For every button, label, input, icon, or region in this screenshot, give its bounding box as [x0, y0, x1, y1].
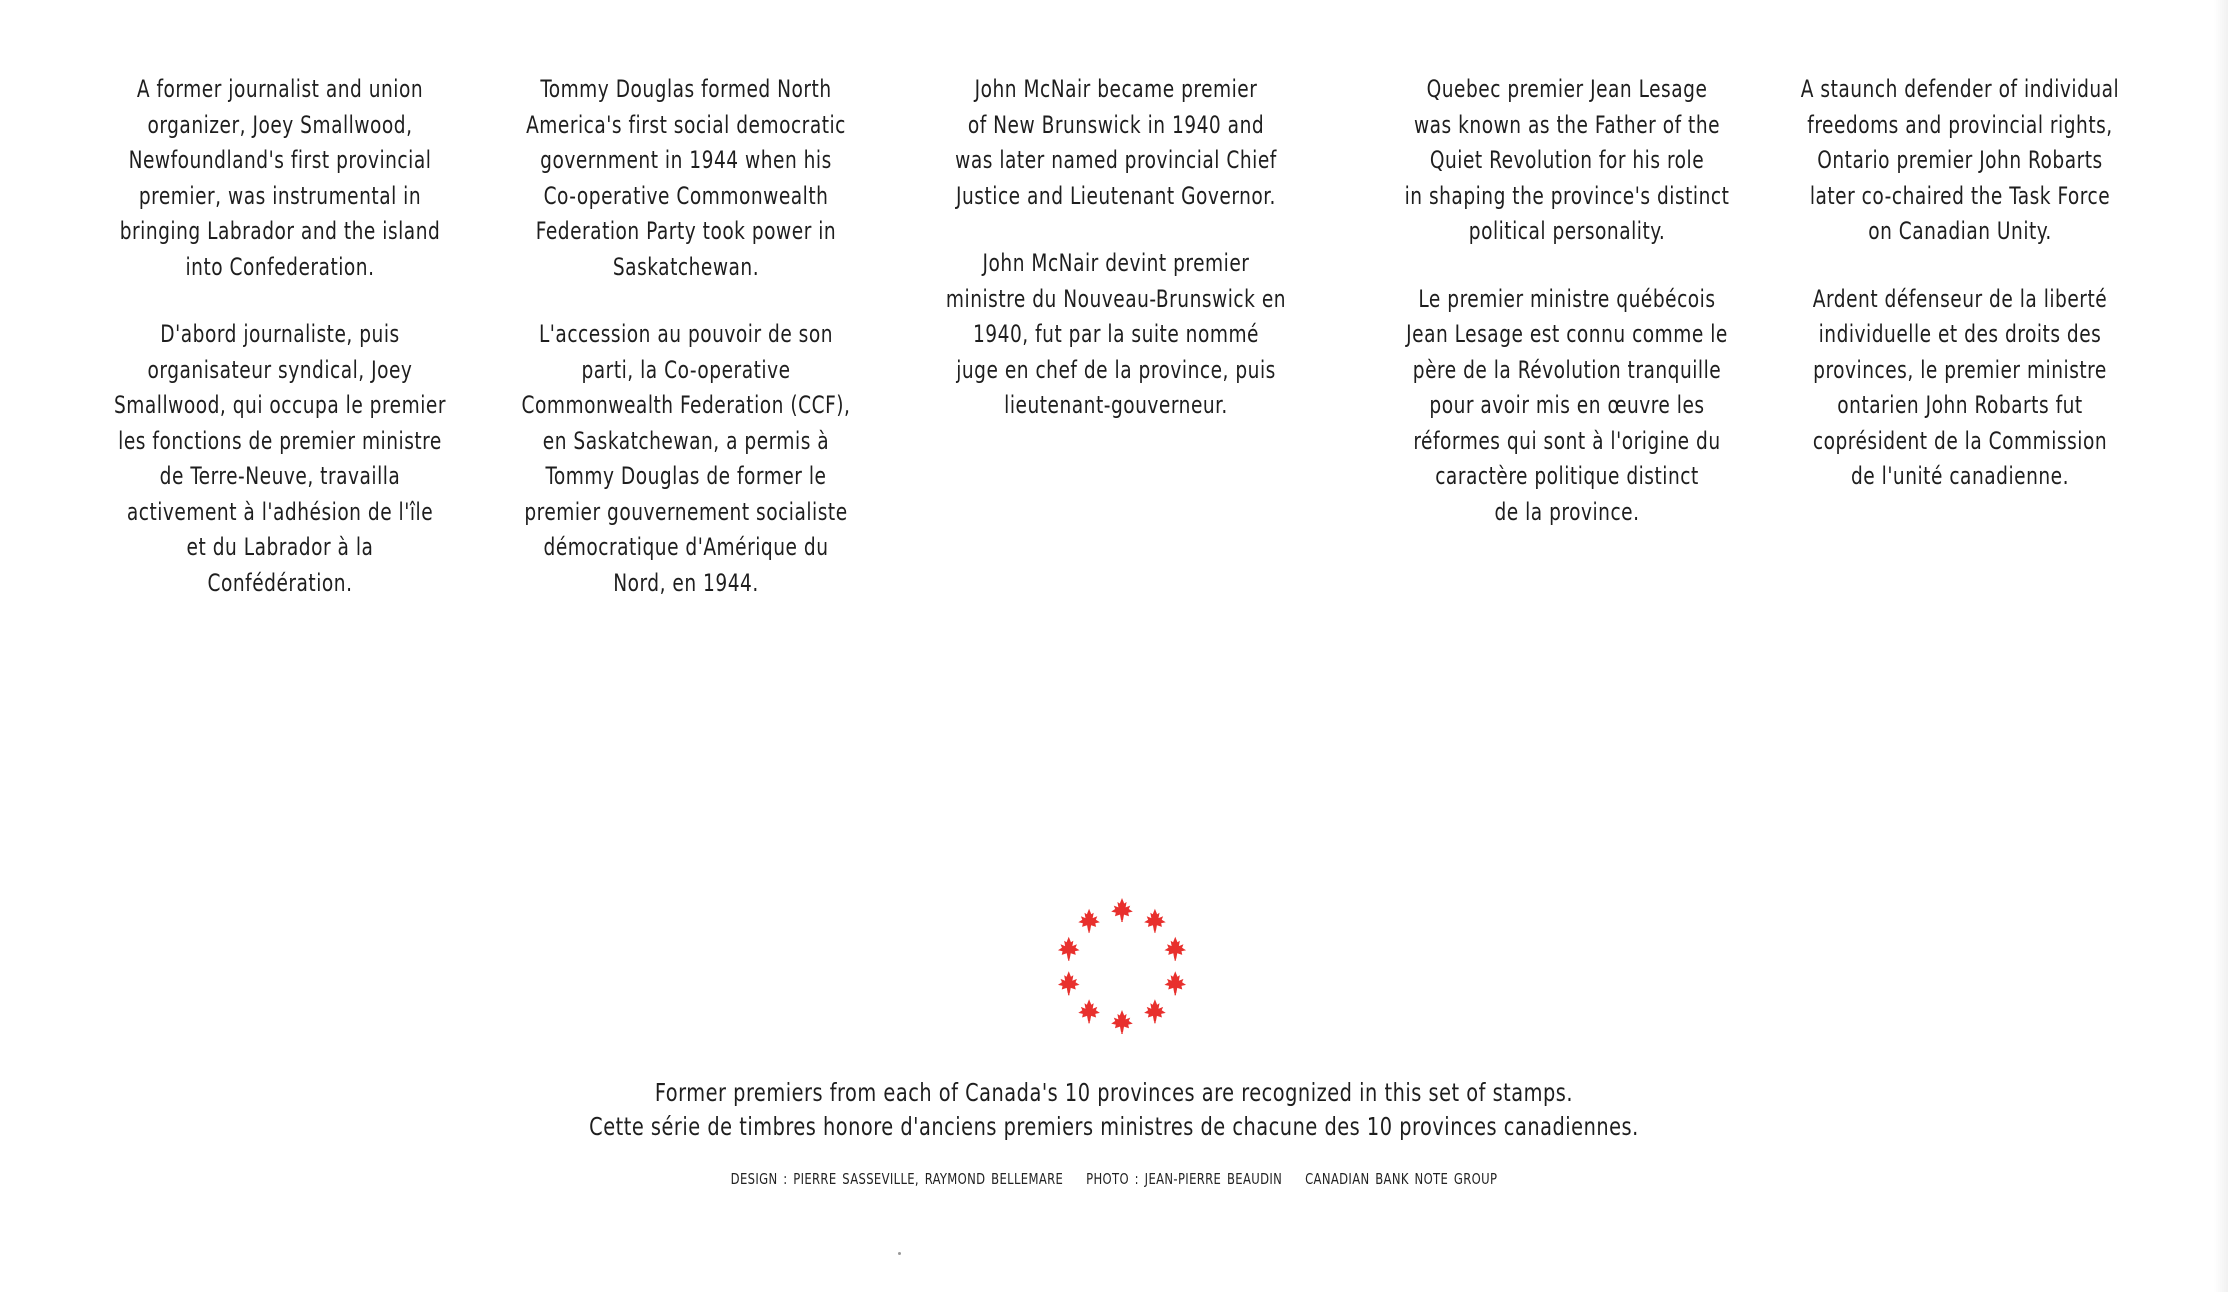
maple-leaf-icon: [1164, 971, 1186, 995]
bio-english: Tommy Douglas formed North America's first social democratic government in 1944 when his Co-operative Commonwealth Federation Party took power in Saskatchewan.: [526, 75, 846, 281]
bio-french: D'abord journaliste, puis organisateur syndical, Joey Smallwood, qui occupa le premier les fonctions de premier ministre de Terre-Neuve, travailla activement à l'adhésion de l'île et du Labrador à la Confédération.: [113, 320, 446, 597]
maple-leaf-icon: [1058, 937, 1080, 961]
maple-leaf-icon: [1078, 999, 1100, 1023]
credit-design: DESIGN : PIERRE SASSEVILLE, RAYMOND BELLEMARE: [730, 1170, 1064, 1188]
bio-french: Le premier ministre québécois Jean Lesage est connu comme le père de la Révolution tranquille pour avoir mis en œuvre les réformes qui sont à l'origine du caractère politique distinct de la province.: [1406, 284, 1728, 526]
maple-leaf-icon: [1144, 999, 1166, 1023]
bio-english: Quebec premier Jean Lesage was known as the Father of the Quiet Revolution for his role in shaping the province's distinct political personality.: [1404, 75, 1730, 245]
column-lesage: [1367, 72, 1767, 562]
maple-leaf-ring-icon: [1048, 892, 1196, 1040]
column-mcnair: [916, 72, 1316, 456]
maple-leaf-icon: [1164, 937, 1186, 961]
credit-photo: PHOTO : JEAN-PIERRE BEAUDIN: [1086, 1170, 1283, 1188]
maple-leaf-icon: [1144, 909, 1166, 933]
bio-french: Ardent défenseur de la liberté individuelle et des droits des provinces, le premier ministre ontarien John Robarts fut coprésident de la Commission de l'unité canadienne.: [1812, 284, 2108, 490]
bio-english: John McNair became premier of New Brunswick in 1940 and was later named provincial Chief Justice and Lieutenant Governor.: [955, 75, 1277, 210]
page-edge: [2214, 0, 2228, 1292]
bio-french: John McNair devint premier ministre du Nouveau-Brunswick en 1940, fut par la suite nommé juge en chef de la province, puis lieutenant-gouverneur.: [945, 249, 1287, 419]
speck: [898, 1252, 901, 1255]
maple-leaf-icon: [1111, 898, 1133, 922]
credits-line: [156, 1170, 2072, 1188]
maple-leaf-icon: [1058, 971, 1080, 995]
tagline-english: Former premiers from each of Canada's 10 provinces are recognized in this set of stamps.: [654, 1078, 1574, 1107]
credit-printer: CANADIAN BANK NOTE GROUP: [1305, 1170, 1498, 1188]
maple-leaf-icon: [1111, 1010, 1133, 1034]
biography-columns: [80, 72, 2160, 632]
column-smallwood: [80, 72, 480, 633]
bio-french: L'accession au pouvoir de son parti, la Co-operative Commonwealth Federation (CCF), en Saskatchewan, a permis à Tommy Douglas de former le premier gouvernement socialiste démocratique d'Amérique du Nord, en 1944.: [521, 320, 851, 597]
column-douglas: [486, 72, 886, 633]
bio-english: A former journalist and union organizer, Joey Smallwood, Newfoundland's first provincial premier, was instrumental in bringing Labrador and the island into Confederation.: [119, 75, 441, 281]
maple-leaf-icon: [1078, 909, 1100, 933]
tagline-french: Cette série de timbres honore d'anciens premiers ministres de chacune des 10 provinces canadiennes.: [589, 1112, 1639, 1141]
bio-english: A staunch defender of individual freedoms and provincial rights, Ontario premier John Robarts later co-chaired the Task Force on Canadian Unity.: [1800, 75, 2120, 245]
column-robarts: [1760, 72, 2160, 527]
